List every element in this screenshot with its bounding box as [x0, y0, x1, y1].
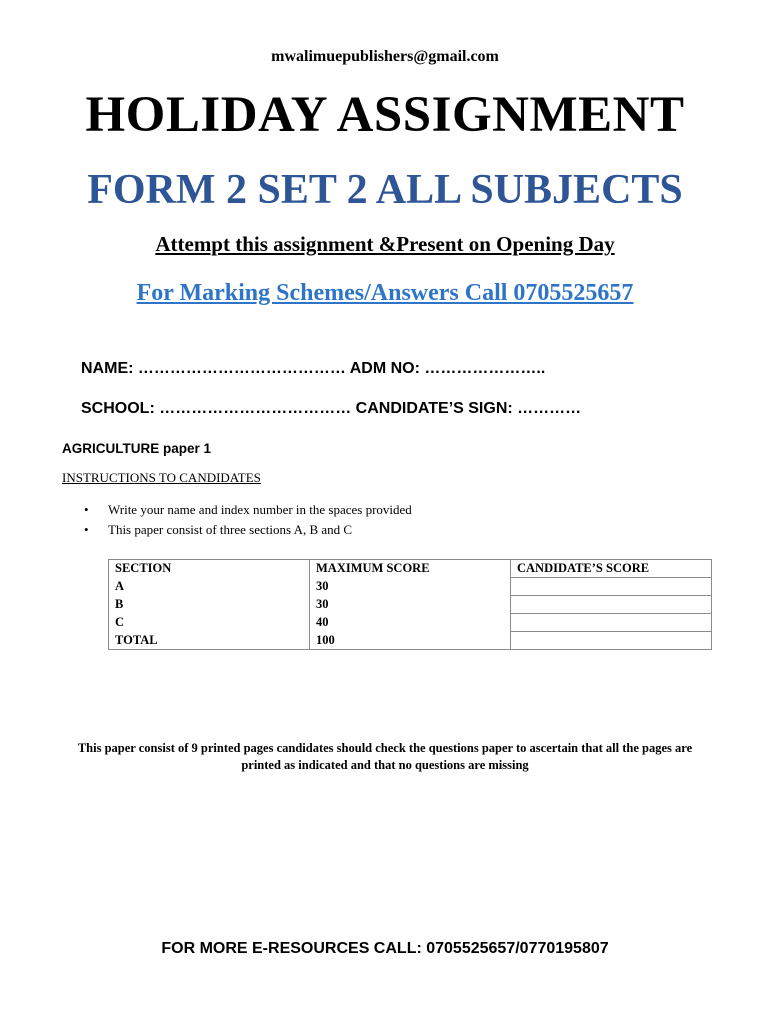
list-item — [62, 520, 412, 540]
table-row — [109, 596, 712, 614]
table-header-cell: CANDIDATE’S SCORE — [511, 560, 712, 578]
table-header-row — [109, 560, 712, 578]
table-cell: B — [109, 596, 310, 614]
table-cell: 30 — [310, 596, 511, 614]
table-cell — [511, 614, 712, 632]
page-title: HOLIDAY ASSIGNMENT — [85, 87, 685, 143]
table-header-cell: MAXIMUM SCORE — [310, 560, 511, 578]
table-cell: 100 — [310, 632, 511, 650]
table-cell: 40 — [310, 614, 511, 632]
table-row — [109, 614, 712, 632]
subject-heading: AGRICULTURE paper 1 — [62, 441, 212, 456]
school-sign-line: SCHOOL: ……………………………… CANDIDATE’S SIGN: ………… — [81, 400, 582, 417]
table-cell: A — [109, 578, 310, 596]
attempt-instruction: Attempt this assignment &Present on Opening Day — [155, 232, 615, 256]
publisher-email: mwalimuepublishers@gmail.com — [271, 48, 499, 65]
table-cell: C — [109, 614, 310, 632]
instructions-heading: INSTRUCTIONS TO CANDIDATES — [62, 470, 261, 485]
page-subtitle: FORM 2 SET 2 ALL SUBJECTS — [87, 167, 683, 213]
bullet-icon: • — [84, 522, 89, 537]
score-table — [108, 559, 712, 650]
table-row — [109, 578, 712, 596]
table-cell — [511, 596, 712, 614]
marking-scheme-link[interactable]: For Marking Schemes/Answers Call 0705525657 — [136, 280, 634, 306]
footer-contact: FOR MORE E-RESOURCES CALL: 0705525657/0770195807 — [161, 940, 609, 957]
table-cell — [511, 632, 712, 650]
list-item — [62, 500, 412, 520]
table-cell — [511, 578, 712, 596]
name-adm-line: NAME: ………………………………… ADM NO: ………………….. — [81, 360, 546, 377]
table-cell: TOTAL — [109, 632, 310, 650]
instructions-list — [62, 500, 412, 540]
pages-notice: This paper consist of 9 printed pages candidates should check the questions paper to ascertain that all the pages are printed as indicated and that no questions are missing — [77, 741, 693, 772]
table-header-cell: SECTION — [109, 560, 310, 578]
table-cell: 30 — [310, 578, 511, 596]
bullet-icon: • — [84, 502, 89, 517]
instruction-text: This paper consist of three sections A, B and C — [108, 522, 353, 537]
table-row — [109, 632, 712, 650]
instruction-text: Write your name and index number in the spaces provided — [108, 502, 412, 517]
